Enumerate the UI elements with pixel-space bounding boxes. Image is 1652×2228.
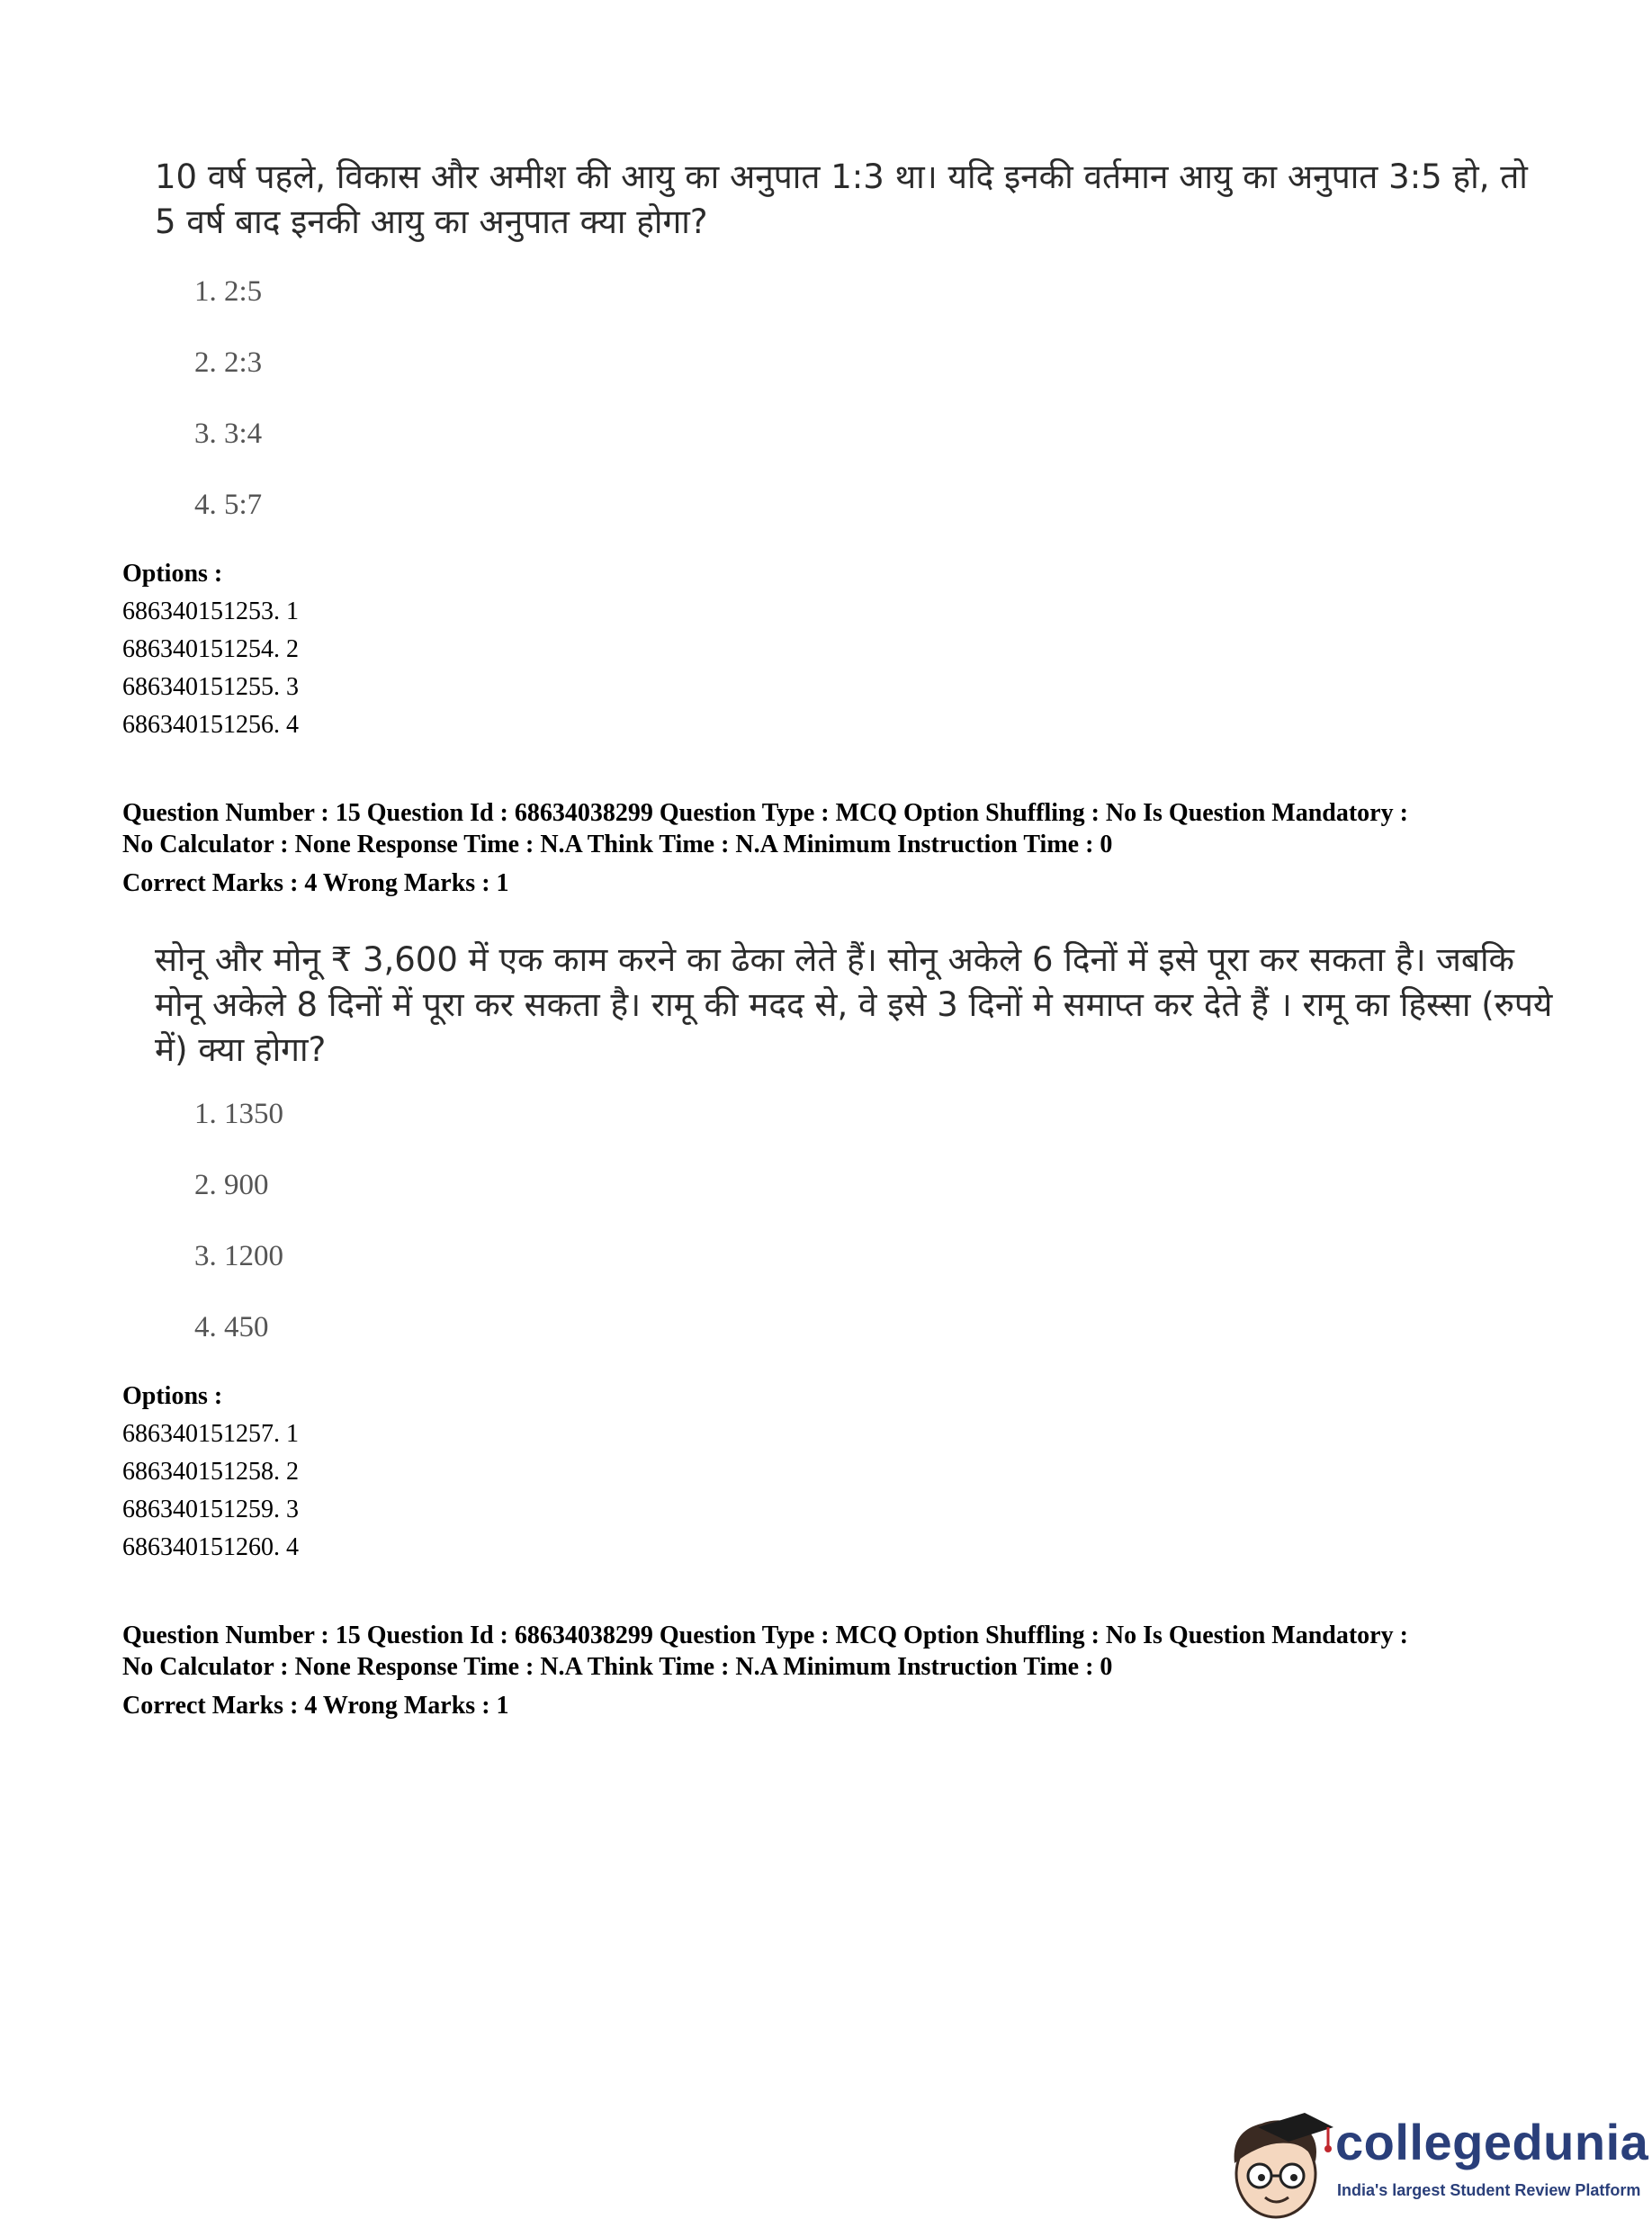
answer-choice-2: 2. 2:3 bbox=[194, 346, 263, 379]
answer-choice-1: 1. 2:5 bbox=[194, 275, 263, 308]
answer-choice-3: 3. 1200 bbox=[194, 1240, 283, 1272]
question-meta-line-2: No Calculator : None Response Time : N.A Think Time : N.A Minimum Instruction Time : 0 bbox=[122, 831, 1113, 858]
brand-name: collegedunia bbox=[1335, 2114, 1649, 2170]
answer-choice-1: 1. 1350 bbox=[194, 1098, 283, 1130]
question-meta bbox=[122, 797, 1562, 860]
question-text: सोनू और मोनू ₹ 3,600 में एक काम करने का ढेका लेते हैं। सोनू अकेले 6 दिनों में इसे पूरा कर सकता है। जबकि मोनू अकेले 8 दिनों में पूरा कर सकता है। रामू की मदद से, वे इसे 3 दिनों मे समाप्त कर देते हैं । रामू का हिस्सा (रुपये में) क्या होगा? bbox=[155, 940, 1553, 1069]
brand-tagline: India's largest Student Review Platform bbox=[1337, 2181, 1641, 2199]
answer-choice-2: 2. 900 bbox=[194, 1169, 269, 1201]
question-meta-line-1: Question Number : 15 Question Id : 68634038299 Question Type : MCQ Option Shuffling : No Is Question Mandatory : bbox=[122, 799, 1408, 827]
options-label: Options : bbox=[122, 560, 223, 588]
option-id-line: 686340151254. 2 bbox=[122, 635, 299, 663]
question-meta-line-2: No Calculator : None Response Time : N.A Think Time : N.A Minimum Instruction Time : 0 bbox=[122, 1653, 1113, 1681]
answer-choice-4: 4. 5:7 bbox=[194, 489, 263, 521]
answer-choice-3: 3. 3:4 bbox=[194, 418, 263, 450]
option-id-line: 686340151259. 3 bbox=[122, 1496, 299, 1523]
question-text: 10 वर्ष पहले, विकास और अमीश की आयु का अनुपात 1:3 था। यदि इनकी वर्तमान आयु का अनुपात 3:5 हो, तो 5 वर्ष बाद इनकी आयु का अनुपात क्या होगा? bbox=[155, 157, 1528, 241]
mascot-logo-icon bbox=[1222, 2100, 1335, 2224]
option-id-line: 686340151256. 4 bbox=[122, 711, 299, 739]
option-id-line: 686340151260. 4 bbox=[122, 1533, 299, 1561]
option-id-line: 686340151255. 3 bbox=[122, 673, 299, 701]
answer-choice-4: 4. 450 bbox=[194, 1311, 269, 1343]
option-id-line: 686340151253. 1 bbox=[122, 597, 299, 625]
marks-line: Correct Marks : 4 Wrong Marks : 1 bbox=[122, 869, 509, 897]
question-meta bbox=[122, 1620, 1562, 1683]
options-label: Options : bbox=[122, 1382, 223, 1410]
marks-line: Correct Marks : 4 Wrong Marks : 1 bbox=[122, 1692, 509, 1720]
option-id-line: 686340151257. 1 bbox=[122, 1420, 299, 1448]
option-id-line: 686340151258. 2 bbox=[122, 1458, 299, 1486]
question-meta-line-1: Question Number : 15 Question Id : 68634038299 Question Type : MCQ Option Shuffling : No Is Question Mandatory : bbox=[122, 1622, 1408, 1649]
